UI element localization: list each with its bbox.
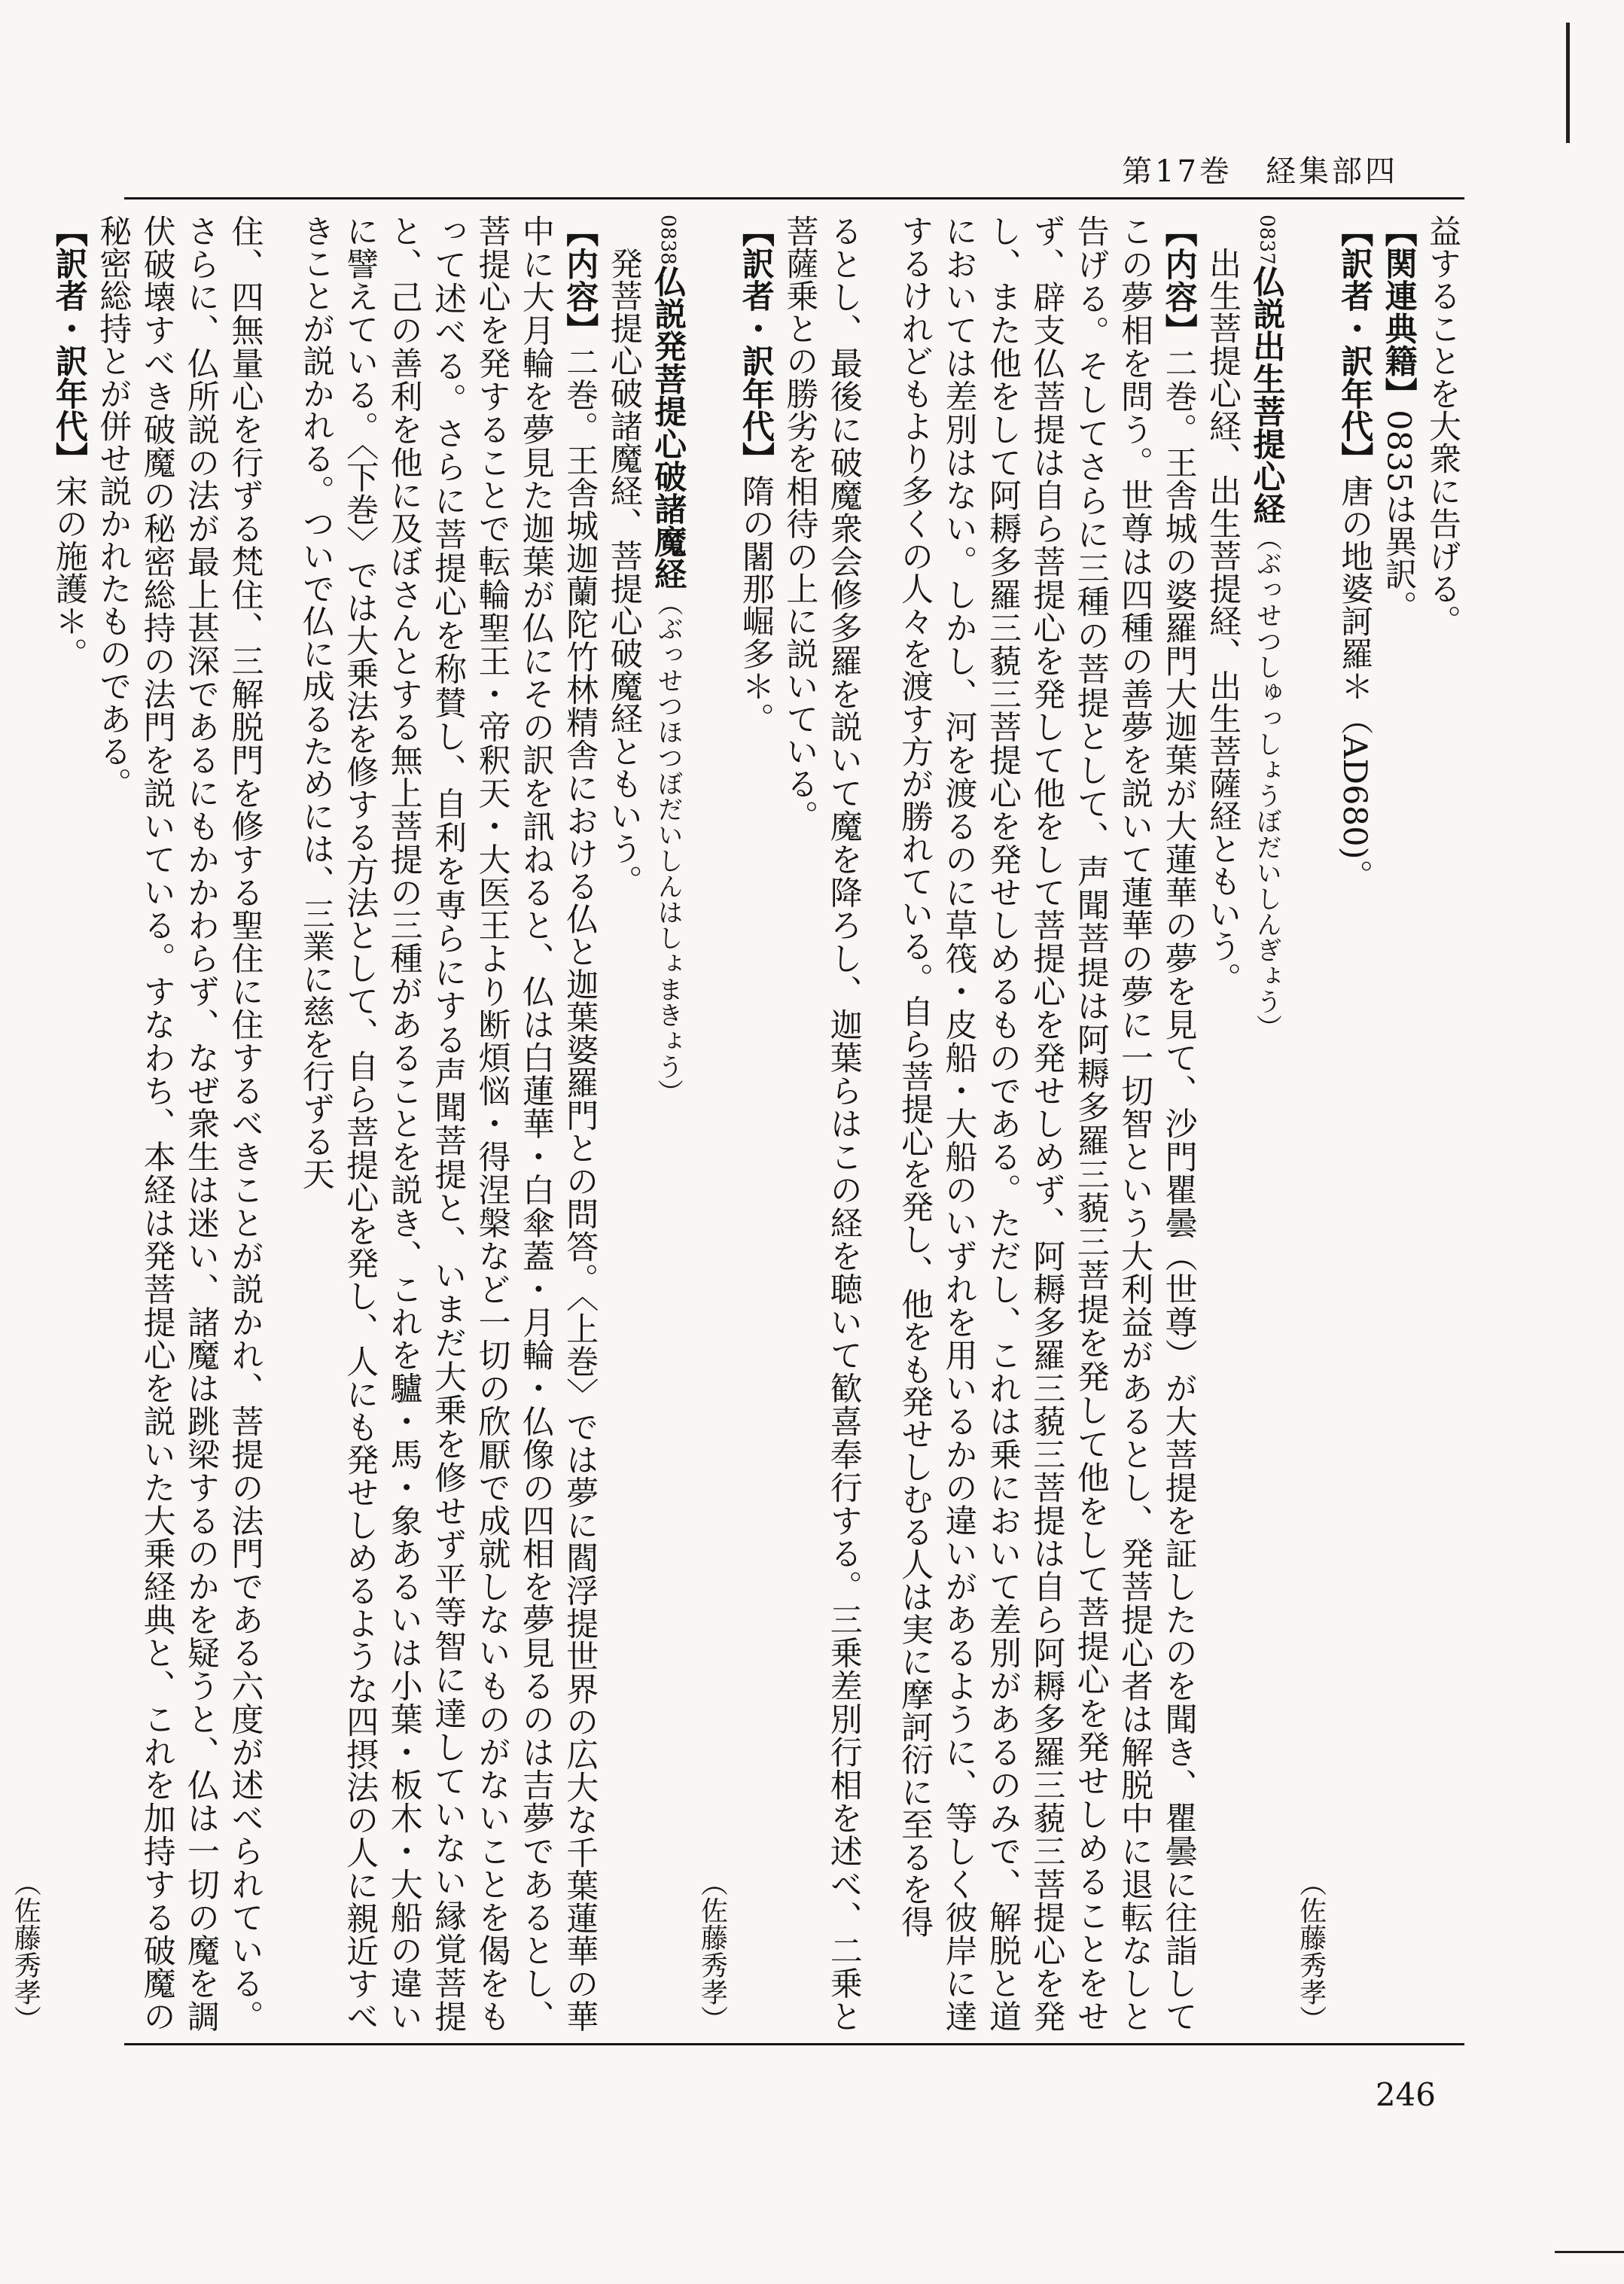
entry-reading: （ぶっせつしゅっしょうぼだいしんぎょう）: [1251, 525, 1282, 1040]
translator-line: [734, 215, 778, 2033]
related-text: 0835は異訳。: [1379, 410, 1418, 623]
scan-mark: [1555, 2251, 1624, 2253]
translator-label: 【訳者・訳年代】: [1336, 215, 1374, 475]
content-label: 【内容】: [561, 215, 599, 346]
entry-number: 0838: [657, 215, 680, 265]
entry-title: 仏説出生菩提心経: [1248, 264, 1286, 525]
content-text: 二巻。王舎城の婆羅門大迦葉が大蓮華の夢を見て、沙門瞿曇（世尊）が大菩提を証したのを聞き、瞿曇に往詣してこの夢相を問う。世尊は四種の善夢を説いて蓮華の夢に一切智という大利益があるとし、発菩提心者は解脱中に退転なしと告げる。そしてさらに三種の菩提として、声聞菩提は阿耨多羅三藐三菩提を発して他をして菩提心を発せしめることをせず、辟支仏菩提は自ら菩提心を発して他をして菩提心を発せしめず、阿耨多羅三藐三菩提は自ら阿耨多羅三藐三菩提心を発し、また他をして阿耨多羅三藐三菩提心を発せしめるものである。ただし、これは乗において差別があるのみで、解脱と道においては差別はない。しかし、河を渡るのに草筏・皮船・大船のいずれを用いるかの違いがあるように、等しく彼岸に達するけれどもより多くの人々を渡す方が勝れている。自ら菩提心を発し、他をも発せしむる人は実に摩訶衍に至るを得: [896, 215, 1198, 2033]
top-rule: [124, 197, 1464, 199]
entry-heading: [0, 215, 3, 2033]
column-3: [0, 215, 267, 2033]
entry-title: 仏説発菩提心破諸魔経: [649, 264, 687, 590]
related-texts: [1376, 215, 1420, 2033]
column-1: [893, 215, 1464, 2033]
author-credit: （佐藤秀孝）: [696, 1868, 728, 2033]
entry-number: 0837: [1255, 215, 1278, 265]
related-label: 【関連典籍】: [1379, 215, 1418, 410]
bottom-rule: [124, 2043, 1464, 2045]
text-columns: [10, 215, 1464, 2033]
continuation-text: 住、四無量心を行ずる梵住、三解脱門を修する聖住に住するべきことが説かれ、菩提の法門である六度が述べられている。さらに、仏所説の法が最上甚深であるにもかかわらず、なぜ衆生は迷い、諸魔は跳梁するのかを疑うと、仏は一切の魔を調伏破壊すべき破魔の秘密総持の法門を説いている。すなわち、本経は発菩提心を説いた大乗経典と、これを加持する破魔の秘密総持とが併せ説かれたものである。: [94, 215, 264, 2033]
page-header: 第17巻 経集部四: [1122, 154, 1398, 189]
author-credit: （佐藤秀孝）: [1295, 1868, 1327, 2033]
translator-label: 【訳者・訳年代】: [736, 215, 775, 475]
alt-names: 発菩提心破諸魔経、菩提心破魔経ともいう。: [605, 247, 643, 897]
content-text: 二巻。王舎城迦蘭陀竹林精舎における仏と迦葉婆羅門との問答。〈上巻〉では夢に閻浮提世界の広大な千葉蓮華の華中に大月輪を夢見た迦葉が仏にその訳を訊ねると、仏は白蓮華・白傘蓋・月輪・仏像の四相を夢見るのは吉夢であるとし、菩提心を発することで転輪聖王・帝釈天・大医王より断煩悩・得涅槃など一切の欣厭で成就しないものがないことを偈をもって述べる。さらに菩提心を称賛し、自利を専らにする声聞菩提と、いまだ大乗を修せず平等智に達していない縁覚菩提と、己の善利を他に及ぼさんとする無上菩提の三種があることを説き、これを驢・馬・象あるいは小葉・板木・大船の違いに譬えている。〈下巻〉では大乗法を修する方法として、自ら菩提心を発し、人にも発せしめるような四摂法の人に親近すべきことが説かれる。ついで仏に成るためには、三業に慈を行ずる天: [297, 215, 599, 2033]
content-paragraph: [893, 215, 1201, 2033]
entry-heading: [646, 215, 690, 2033]
content-paragraph: [294, 215, 602, 2033]
translator-line: [1333, 215, 1376, 2033]
scan-mark: [1566, 23, 1570, 143]
continuation-text: 益することを大衆に告げる。: [1424, 215, 1461, 638]
column-2: [294, 215, 865, 2033]
translator-line: [47, 215, 90, 2033]
page-number: 246: [1375, 2076, 1436, 2113]
entry-reading: （ぶっせつほつぼだいしんはしょまきょう）: [653, 589, 684, 1105]
translator-text: 唐の地婆訶羅＊（AD680)。: [1336, 474, 1374, 892]
entry-heading: [1245, 215, 1288, 2033]
content-label: 【内容】: [1159, 215, 1198, 347]
alt-names: 出生菩提心経、出生菩提経、出生菩薩経ともいう。: [1203, 247, 1242, 995]
translator-text: 宋の施護＊。: [50, 474, 88, 670]
translator-text: 隋の闍那崛多＊。: [736, 474, 775, 735]
author-credit: （佐藤秀孝）: [10, 1868, 41, 2033]
translator-label: 【訳者・訳年代】: [50, 215, 88, 475]
continuation-text: るとし、最後に破魔衆会修多羅を説いて魔を降ろし、迦葉らはこの経を聴いて歓喜奉行する。三乗差別行相を述べ、二乗と菩薩乗との勝劣を相待の上に説いている。: [781, 215, 863, 2033]
